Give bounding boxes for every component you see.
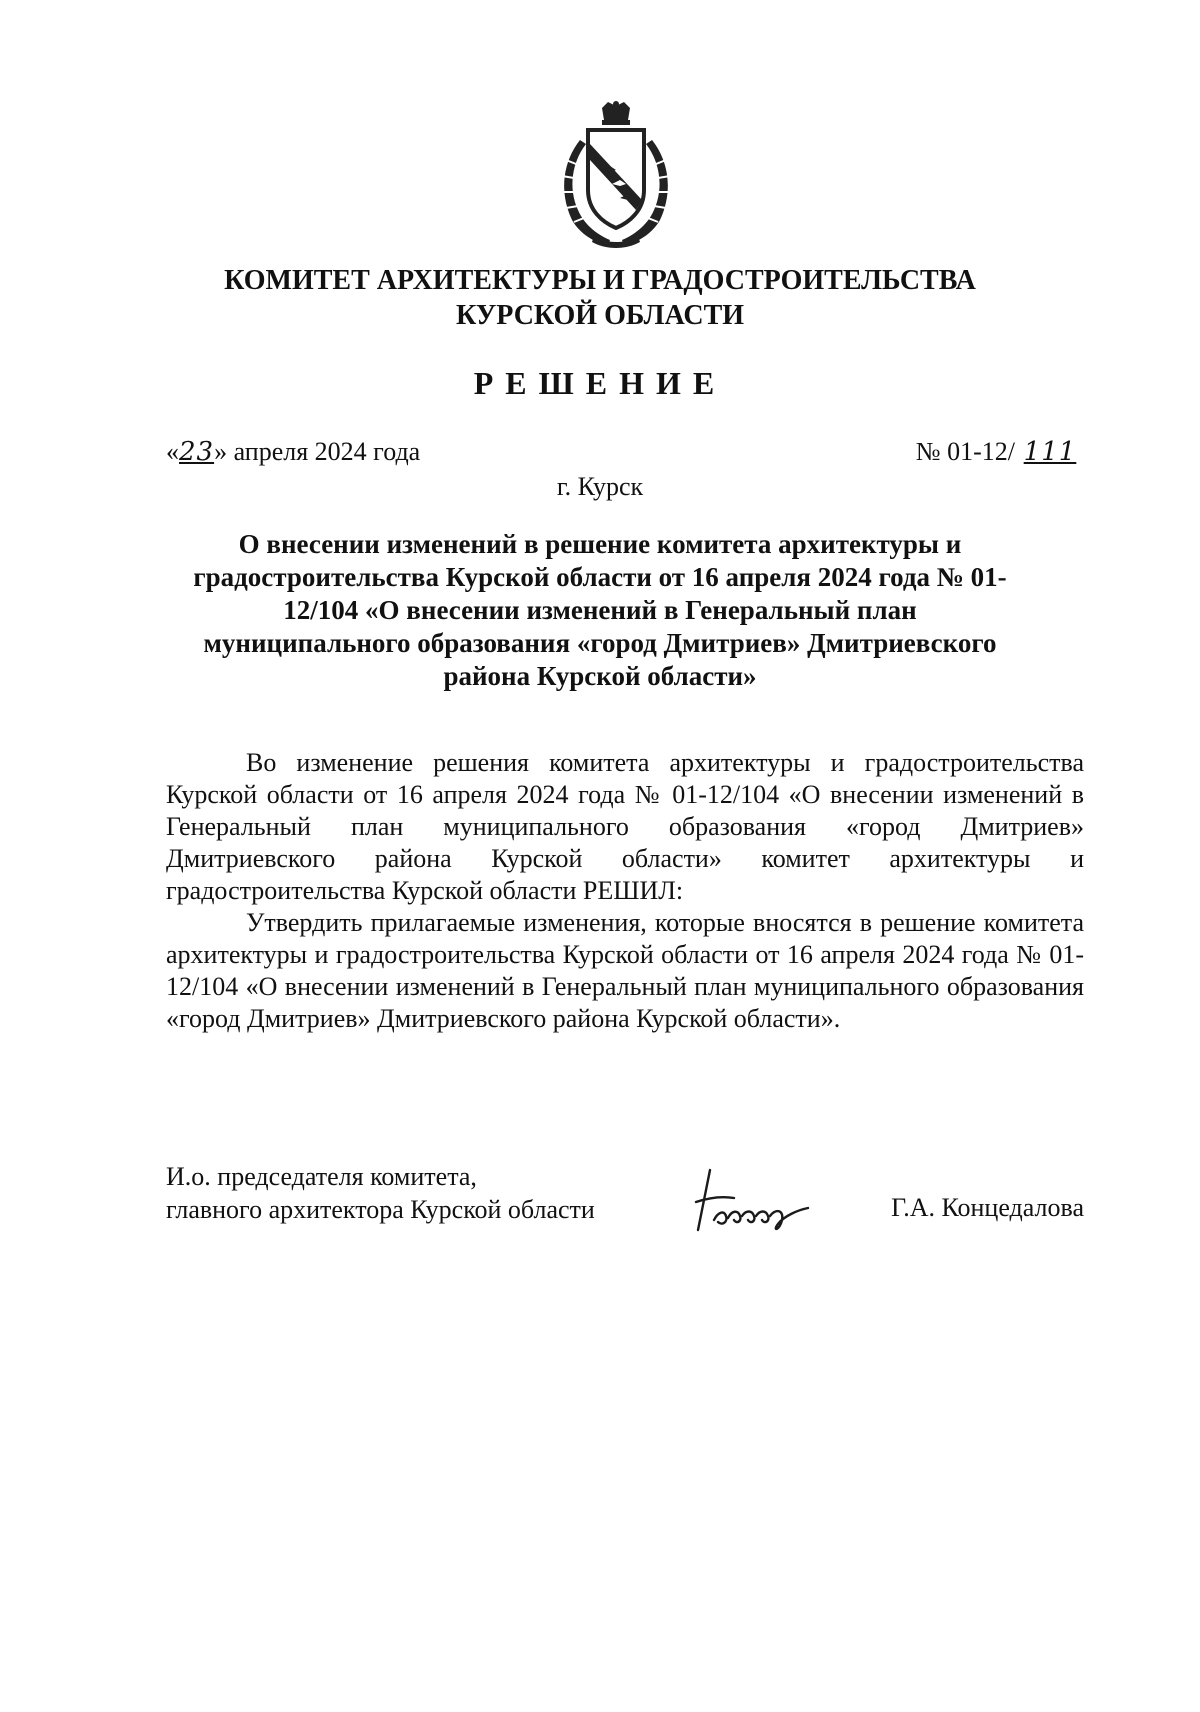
organization-name-line1: КОМИТЕТ АРХИТЕКТУРЫ И ГРАДОСТРОИТЕЛЬСТВА	[224, 265, 976, 296]
document-type-title: РЕШЕНИЕ	[473, 365, 727, 401]
document-number	[916, 437, 1085, 467]
number-prefix: № 01-12/	[915, 437, 1015, 466]
date-open-quote: «	[166, 437, 179, 466]
number-handwritten: 111	[1023, 437, 1077, 467]
body-paragraph-2: Утвердить прилагаемые изменения, которые вносятся в решение комитета архитектуры и градостроительства Курской области от 16 апреля 2024 года № 01-12/104 «О внесении изменений в Генеральный план муниципального образования «город Дмитриев» Дмитриевского района Курской области».	[166, 908, 1084, 1033]
handwritten-signature-icon	[688, 1160, 848, 1240]
signatory-title	[166, 1160, 595, 1226]
date-day-handwritten: 23	[179, 437, 215, 467]
document-subject: О внесении изменений в решение комитета архитектуры и градостроительства Курской области от 16 апреля 2024 года № 01-12/104 «О внесении изменений в Генеральный план муниципального образования «город Дмитриев» Дмитриевского района Курской области»	[193, 529, 1007, 691]
document-body	[166, 747, 1084, 1035]
coat-of-arms-icon	[550, 100, 682, 248]
date-month-year: » апреля 2024 года	[214, 437, 421, 466]
document-city: г. Курск	[556, 472, 644, 501]
document-date	[166, 437, 420, 467]
signatory-name: Г.А. Концедалова	[891, 1193, 1084, 1222]
signatory-title-line1: И.о. председателя комитета,	[166, 1162, 477, 1191]
signatory-title-line2: главного архитектора Курской области	[166, 1195, 595, 1224]
body-paragraph-1: Во изменение решения комитета архитектуры и градостроительства Курской области от 16 апреля 2024 года № 01-12/104 «О внесении изменений в Генеральный план муниципального образования «город Дмитриев» Дмитриевского района Курской области» комитет архитектуры и градостроительства Курской области РЕШИЛ:	[166, 748, 1084, 905]
organization-name-line2: КУРСКОЙ ОБЛАСТИ	[455, 300, 745, 331]
